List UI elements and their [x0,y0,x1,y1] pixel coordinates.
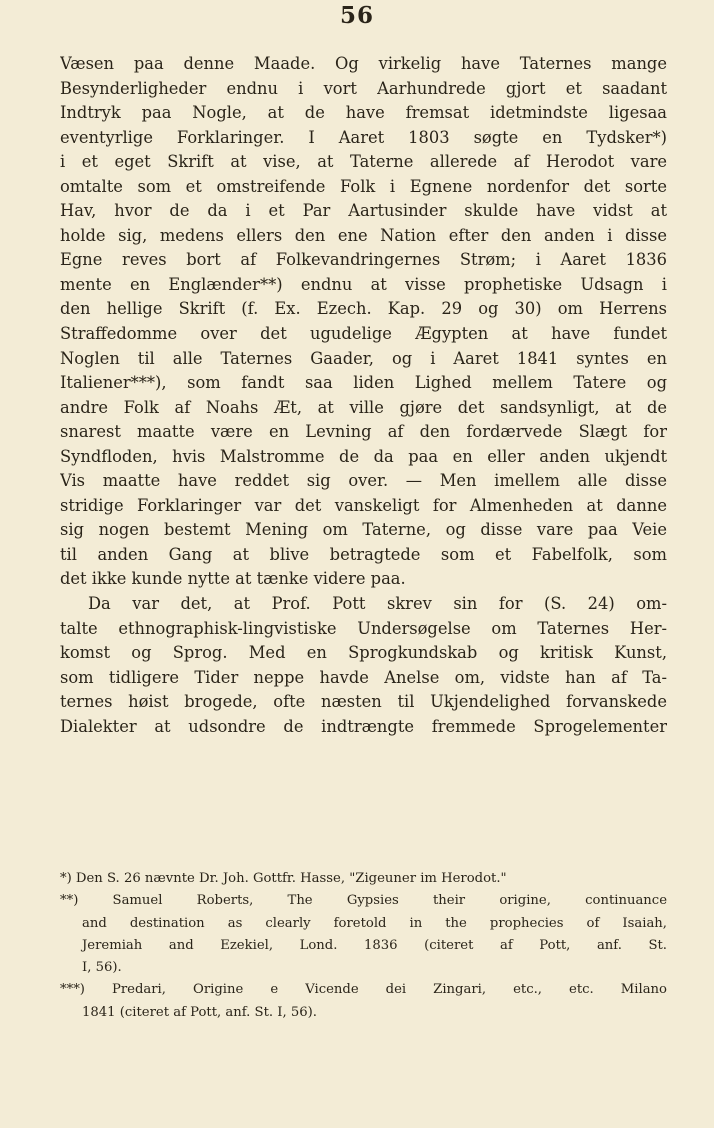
text-line: stridige Forklaringer var det vanskeligt for Almenheden at danne [60,495,667,515]
text-line: Vis maatte have reddet sig over. — Men imellem alle disse [60,471,667,491]
footnote-line: 1841 (citeret af Pott, anf. St. I, 56). [82,1004,317,1020]
text-line: Italiener***), som fandt saa liden Lighed mellem Tatere og [60,373,667,393]
text-line: Besynderligheder endnu i vort Aarhundrede gjort et saadant [60,78,667,98]
text-line: eventyrlige Forklaringer. I Aaret 1803 søgte en Tydsker*) [60,127,667,147]
text-line: mente en Englænder**) endnu at visse prophetiske Udsagn i [60,274,667,294]
footnote-line: and destination as clearly foretold in the prophecies of Isaiah, [82,915,667,931]
text-line: Indtryk paa Nogle, at de have fremsat idetmindste ligesaa [60,103,667,123]
footnote-line: **) Samuel Roberts, The Gypsies their origine, continuance [60,893,667,909]
text-line: Væsen paa denne Maade. Og virkelig have Taternes mange [60,54,667,73]
text-line: Straffedomme over det ugudelige Ægypten at have fundet [60,324,667,344]
text-line: Dialekter at udsondre de indtrængte fremmede Sprogelementer [60,716,667,736]
text-line: komst og Sprog. Med en Sprogkundskab og kritisk Kunst, [60,643,667,663]
text-line: ternes høist brogede, ofte næsten til Ukjendelighed forvanskede [60,692,667,712]
text-line: Noglen til alle Taternes Gaader, og i Aaret 1841 syntes en [60,348,667,368]
text-line: snarest maatte være en Levning af den fordærvede Slægt for [60,422,667,442]
main-text [60,52,667,739]
text-line: holde sig, medens ellers den ene Nation efter den anden i disse [60,225,667,245]
text-line: sig nogen bestemt Mening om Taterne, og disse vare paa Veie [60,520,667,540]
text-line: Egne reves bort af Folkevandringernes Strøm; i Aaret 1836 [60,250,667,270]
footnote-line: I, 56). [82,960,122,976]
page-number: 56 [339,2,374,29]
text-line: talte ethnographisk-lingvistiske Undersøgelse om Taternes Her- [60,618,667,638]
text-line: Hav, hvor de da i et Par Aartusinder skulde have vidst at [60,201,667,221]
footnote-line: ***) Predari, Origine e Vicende dei Zingari, etc., etc. Milano [60,982,667,998]
text-line: i et eget Skrift at vise, at Taterne allerede af Herodot vare [60,152,667,172]
text-line: til anden Gang at blive betragtede som et Fabelfolk, som [60,544,667,564]
text-line: som tidligere Tider neppe havde Anelse om, vidste han af Ta- [60,667,667,687]
footnotes [60,868,667,1024]
footnote-line: Jeremiah and Ezekiel, Lond. 1836 (citeret af Pott, anf. St. [82,937,667,953]
text-line: Syndfloden, hvis Malstromme de da paa en eller anden ukjendt [60,446,667,466]
text-line: andre Folk af Noahs Æt, at ville gjøre det sandsynligt, at de [60,397,667,417]
footnote-line: *) Den S. 26 nævnte Dr. Joh. Gottfr. Hasse, "Zigeuner im Herodot." [60,871,507,886]
text-line: Da var det, at Prof. Pott skrev sin for (S. 24) om- [88,594,667,614]
text-line: den hellige Skrift (f. Ex. Ezech. Kap. 29 og 30) om Herrens [60,299,667,319]
text-line: det ikke kunde nytte at tænke videre paa. [60,569,406,589]
text-line: omtalte som et omstreifende Folk i Egnene nordenfor det sorte [60,176,667,196]
